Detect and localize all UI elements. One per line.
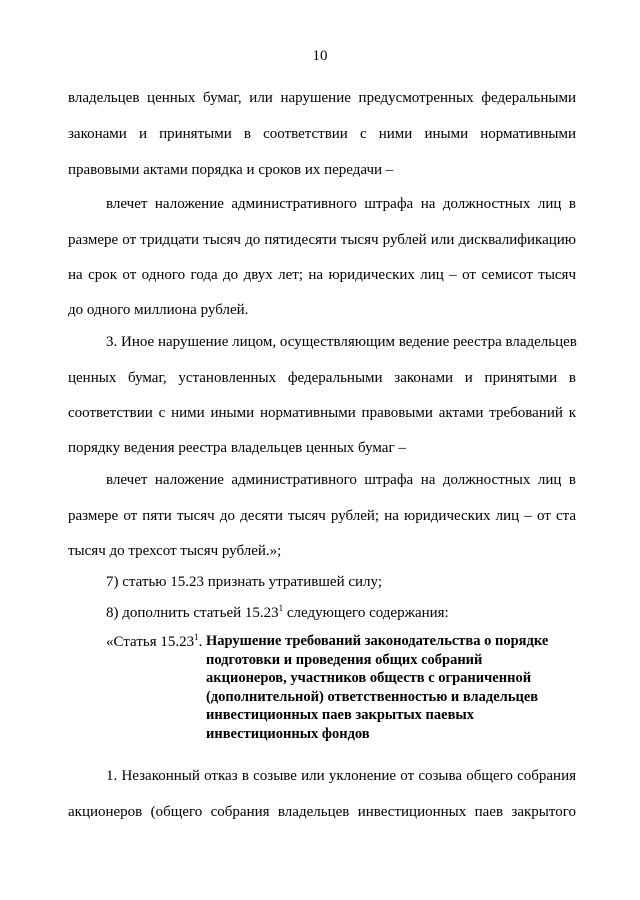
item-8-text: 8) дополнить статьей 15.23 <box>106 605 279 621</box>
article-title-line: (дополнительной) ответственностью и владельцев <box>206 688 539 705</box>
article-number <box>106 632 202 652</box>
text-line: влечет наложение административного штрафа на должностных лиц в <box>106 196 576 212</box>
item-8-text-end: следующего содержания: <box>283 605 449 621</box>
page-number: 10 <box>312 48 328 64</box>
article-title-line: подготовки и проведения общих собраний <box>206 651 483 668</box>
text-line: правовыми актами порядка и сроков их передачи – <box>68 162 394 178</box>
text-line: владельцев ценных бумаг, или нарушение предусмотренных федеральными <box>68 90 576 106</box>
text-line: тысяч до трехсот тысяч рублей.»; <box>68 543 282 559</box>
text-line: законами и принятыми в соответствии с ними иными нормативными <box>68 126 576 142</box>
text-line: 3. Иное нарушение лицом, осуществляющим ведение реестра владельцев <box>106 334 577 350</box>
text-line: до одного миллиона рублей. <box>68 302 249 318</box>
text-line: 1. Незаконный отказ в созыве или уклонение от созыва общего собрания <box>106 768 576 784</box>
text-line: порядку ведения реестра владельцев ценных бумаг – <box>68 440 406 456</box>
item-8-superscript: 1 <box>278 603 284 613</box>
article-number-dot: . <box>198 634 203 650</box>
text-line: на срок от одного года до двух лет; на юридических лиц – от семисот тысяч <box>68 267 576 283</box>
article-title-line: инвестиционных паев закрытых паевых <box>206 707 475 723</box>
text-line: акционеров (общего собрания владельцев инвестиционных паев закрытого <box>68 804 576 820</box>
text-line: соответствии с ними иными нормативными правовыми актами требований к <box>68 405 576 421</box>
article-number-superscript: 1 <box>194 632 199 642</box>
text-line: размере от тридцати тысяч до пятидесяти тысяч рублей или дисквалификацию <box>68 232 576 248</box>
article-title-line: Нарушение требований законодательства о порядке <box>206 633 549 649</box>
text-line: ценных бумаг, установленных федеральными законами и принятыми в <box>68 370 576 386</box>
article-title-line: акционеров, участников обществ с ограниченной <box>206 670 532 686</box>
article-number-text: «Статья 15.23 <box>106 634 195 650</box>
item-8-line <box>106 603 576 623</box>
text-line: влечет наложение административного штрафа на должностных лиц в <box>106 472 576 488</box>
article-title <box>206 632 586 743</box>
article-title-line: инвестиционных фондов <box>206 725 370 742</box>
text-line: размере от пяти тысяч до десяти тысяч рублей; на юридических лиц – от ста <box>68 508 576 524</box>
text-line: 7) статью 15.23 признать утратившей силу; <box>106 574 382 590</box>
